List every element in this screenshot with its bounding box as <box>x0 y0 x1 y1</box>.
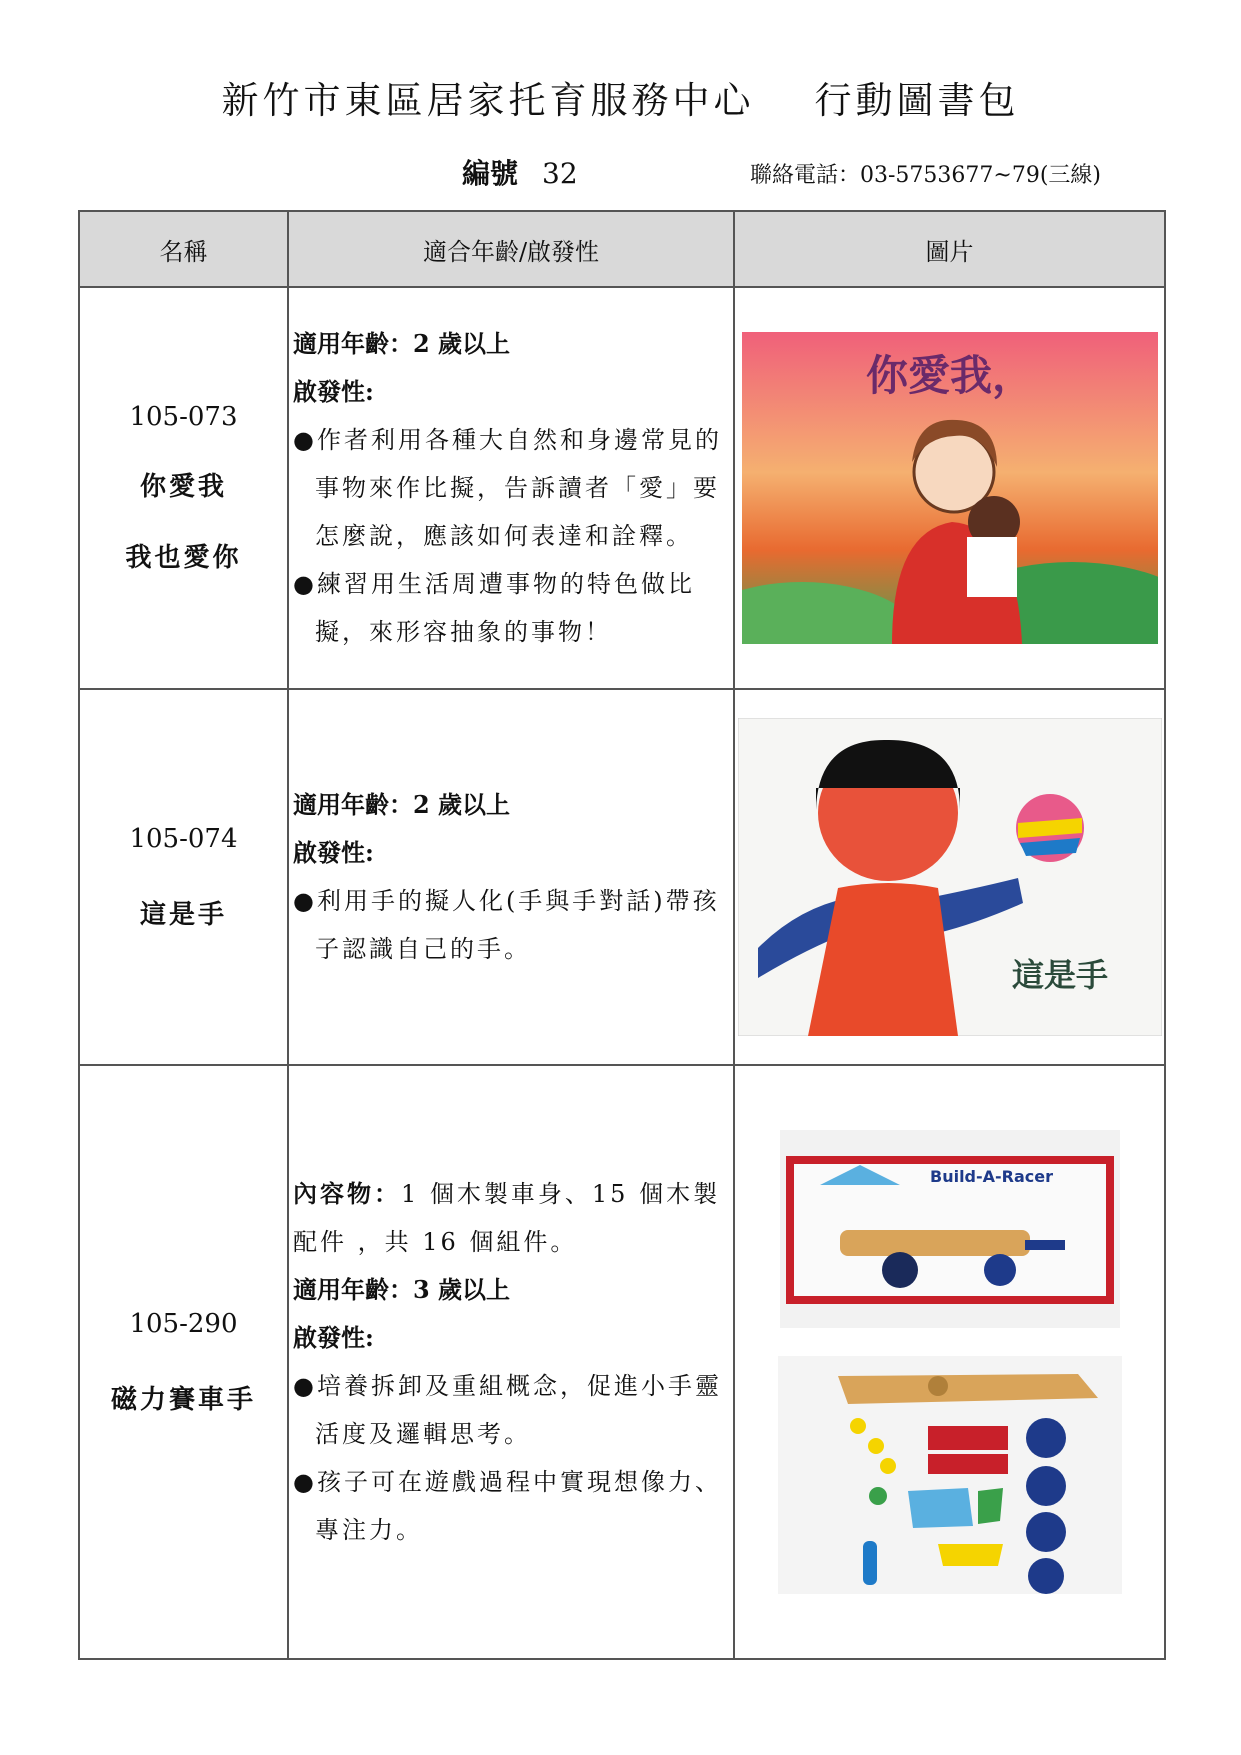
toy-box-image <box>780 1130 1120 1328</box>
item-name: 磁力賽車手 <box>110 1384 256 1415</box>
item-name-cell <box>79 689 288 1065</box>
bullet-item: ●孩子可在遊戲過程中實現想像力、專注力。 <box>293 1468 722 1544</box>
item-picture <box>734 287 1165 689</box>
book-cover-image <box>738 718 1162 1036</box>
item-name-cell <box>79 287 288 689</box>
table-header-row <box>79 211 1165 287</box>
header-age-insight: 適合年齡/啟發性 <box>288 211 734 287</box>
item-name: 這是手 <box>139 899 227 930</box>
bullet-item: ●作者利用各種大自然和身邊常見的事物來作比擬，告訴讀者「愛」要怎麼說，應該如何表達和詮釋。 <box>293 426 722 550</box>
item-table <box>78 210 1166 1660</box>
bullet-item: ●練習用生活周遭事物的特色做比擬，來形容抽象的事物！ <box>293 570 695 646</box>
toy-parts-image <box>778 1356 1122 1594</box>
book-cover-image <box>742 332 1158 644</box>
item-code: 105-073 <box>129 402 238 432</box>
svg-text:你愛我，: 你愛我， <box>865 351 1034 400</box>
document-title: 新竹市東區居家托育服務中心 行動圖書包 <box>221 79 1020 122</box>
item-name-cell <box>79 1065 288 1659</box>
table-row <box>79 1065 1165 1659</box>
item-code: 105-290 <box>129 1308 238 1339</box>
item-code: 105-074 <box>129 823 238 854</box>
svg-text:這是手: 這是手 <box>1011 956 1108 994</box>
item-description: 適用年齡：2 歲以上 啟發性: ●作者利用各種大自然和身邊常見的事物來作比擬，告訴讀者「愛」要怎麼說，應該如何表達和詮釋。 ●練習用生活周遭事物的特色做比擬，來形容抽象的事物！ <box>288 287 734 689</box>
table-row <box>79 287 1165 689</box>
item-picture <box>734 1065 1165 1659</box>
item-description: 內容物：1 個木製車身、15 個木製配件 ，共 16 個組件。 適用年齡：3 歲以上 啟發性: ●培養拆卸及重組概念，促進小手靈活度及邏輯思考。 ●孩子可在遊戲過程中實現想像力、專注力。 <box>288 1065 734 1659</box>
header-picture: 圖片 <box>734 211 1165 287</box>
contact-phone: 聯絡電話：03-5753677~79(三線) <box>750 163 1102 188</box>
serial-number: 編號 32 <box>462 157 578 190</box>
svg-text:Build-A-Racer: Build-A-Racer <box>929 1167 1053 1186</box>
item-picture <box>734 689 1165 1065</box>
bullet-item: ●培養拆卸及重組概念，促進小手靈活度及邏輯思考。 <box>293 1372 722 1448</box>
bullet-item: ●利用手的擬人化(手與手對話)帶孩子認識自己的手。 <box>293 887 720 963</box>
item-description: 適用年齡：2 歲以上 啟發性: ●利用手的擬人化(手與手對話)帶孩子認識自己的手。 <box>288 689 734 1065</box>
item-name: 你愛我 <box>139 472 227 502</box>
item-name: 我也愛你 <box>125 543 242 573</box>
table-row <box>79 689 1165 1065</box>
header-name: 名稱 <box>79 211 288 287</box>
